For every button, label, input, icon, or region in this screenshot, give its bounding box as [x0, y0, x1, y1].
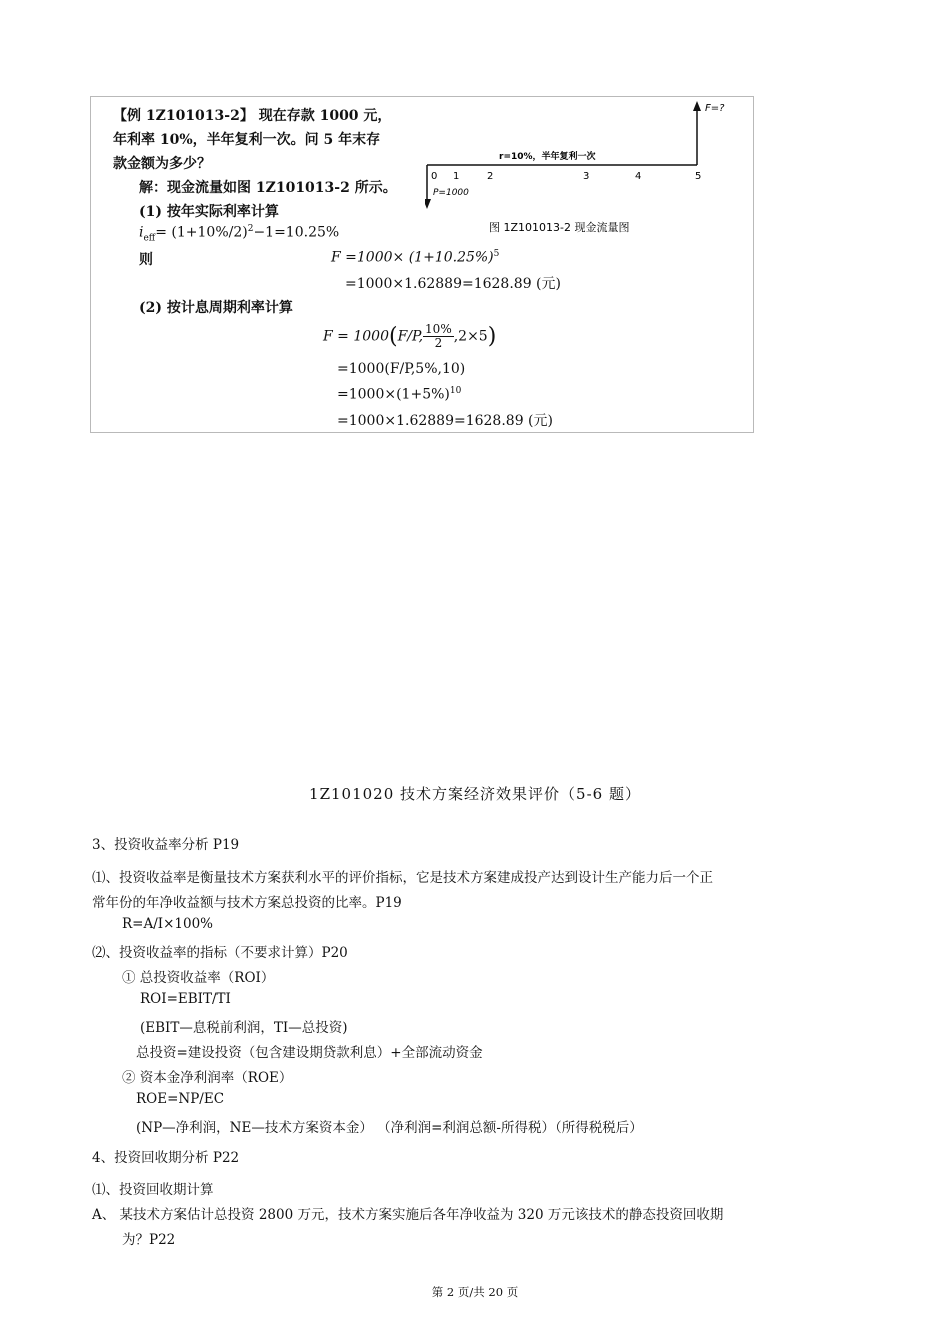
question-line: A、 某技术方案估计总投资 2800 万元，技术方案实施后各年净收益为 320 万元该技术的静态投资回收期	[92, 1207, 724, 1223]
formula-line: ROE=NP/EC	[136, 1091, 225, 1107]
tick-label: 4	[635, 171, 642, 182]
present-value-arrowhead	[425, 199, 431, 209]
present-value-label: P=1000	[433, 188, 469, 198]
subheading: ⑵、投资收益率的指标（不要求计算）P20	[92, 945, 348, 961]
section-title: 1Z101020 技术方案经济效果评价（5-6 题）	[309, 785, 641, 803]
paragraph-line: ⑴、投资收益率是衡量技术方案获利水平的评价指标，它是技术方案建成投产达到设计生产能力后一个正	[92, 870, 713, 886]
tick-label: 0	[431, 171, 438, 182]
effective-rate-formula: $i_{eff}= (1+10\%/2)^2-1=10.25\%$	[139, 224, 340, 244]
method-2-result: =1000×1.62889=1628.89 (元)	[337, 413, 553, 429]
future-value-arrowhead	[693, 101, 701, 111]
note-line: (EBIT—息税前利润，TI—总投资)	[140, 1020, 348, 1036]
method-2-heading: (2) 按计息周期利率计算	[139, 300, 293, 316]
tick-label: 1	[453, 171, 460, 182]
then-label: 则	[139, 252, 153, 268]
question-line: 为？P22	[122, 1232, 176, 1248]
axis-ticks	[431, 171, 701, 182]
formula-line: ROI=EBIT/TI	[140, 991, 231, 1007]
cash-flow-caption: 图 1Z101013-2 现金流量图	[489, 221, 630, 234]
list-item: ② 资本金净利润率（ROE）	[122, 1070, 293, 1086]
heading-4: 4、投资回收期分析 P22	[92, 1150, 240, 1166]
list-item: ① 总投资收益率（ROI）	[122, 970, 275, 986]
subheading: ⑴、投资回收期计算	[92, 1182, 214, 1198]
solution-line: 解：现金流量如图 1Z101013-2 所示。	[139, 180, 397, 196]
method-2-step-1: =1000(F/P,5%,10)	[337, 361, 466, 377]
method-1-heading: (1) 按年实际利率计算	[139, 204, 279, 220]
example-text-line: 年利率 10%，半年复利一次。问 5 年末存	[113, 132, 381, 148]
method-2-step-2: $=1000\times(1+5\%)^{10}$	[337, 386, 462, 403]
cash-flow-diagram	[425, 99, 745, 249]
tick-label: 5	[695, 171, 702, 182]
example-figure	[90, 96, 754, 433]
example-header: 【例 1Z101013-2】 现在存款 1000 元，	[113, 108, 392, 124]
method-1-result: =1000×1.62889=1628.89 (元)	[345, 276, 561, 292]
future-value-label: F=?	[705, 103, 725, 114]
method-1-formula: $F =1000\times (1+10.25\%)^5$	[331, 249, 500, 266]
rate-label: r=10%，半年复利一次	[499, 152, 596, 162]
formula-line: R=A/I×100%	[122, 916, 214, 932]
note-line: (NP—净利润，NE—技术方案资本金） （净利润=利润总额-所得税）（所得税税后）	[136, 1120, 643, 1136]
tick-label: 2	[487, 171, 494, 182]
heading-3: 3、投资收益率分析 P19	[92, 837, 240, 853]
tick-label: 3	[583, 171, 590, 182]
example-text-line: 款金额为多少？	[113, 156, 211, 172]
note-line: 总投资=建设投资（包含建设期贷款利息）+全部流动资金	[136, 1045, 483, 1061]
page-footer: 第 2 页/共 20 页	[431, 1285, 519, 1299]
method-2-formula: F = 1000(F/P, $\frac{10\%}{2}$ ,2×5)	[323, 322, 497, 350]
paragraph-line: 常年份的年净收益额与技术方案总投资的比率。P19	[92, 895, 402, 911]
